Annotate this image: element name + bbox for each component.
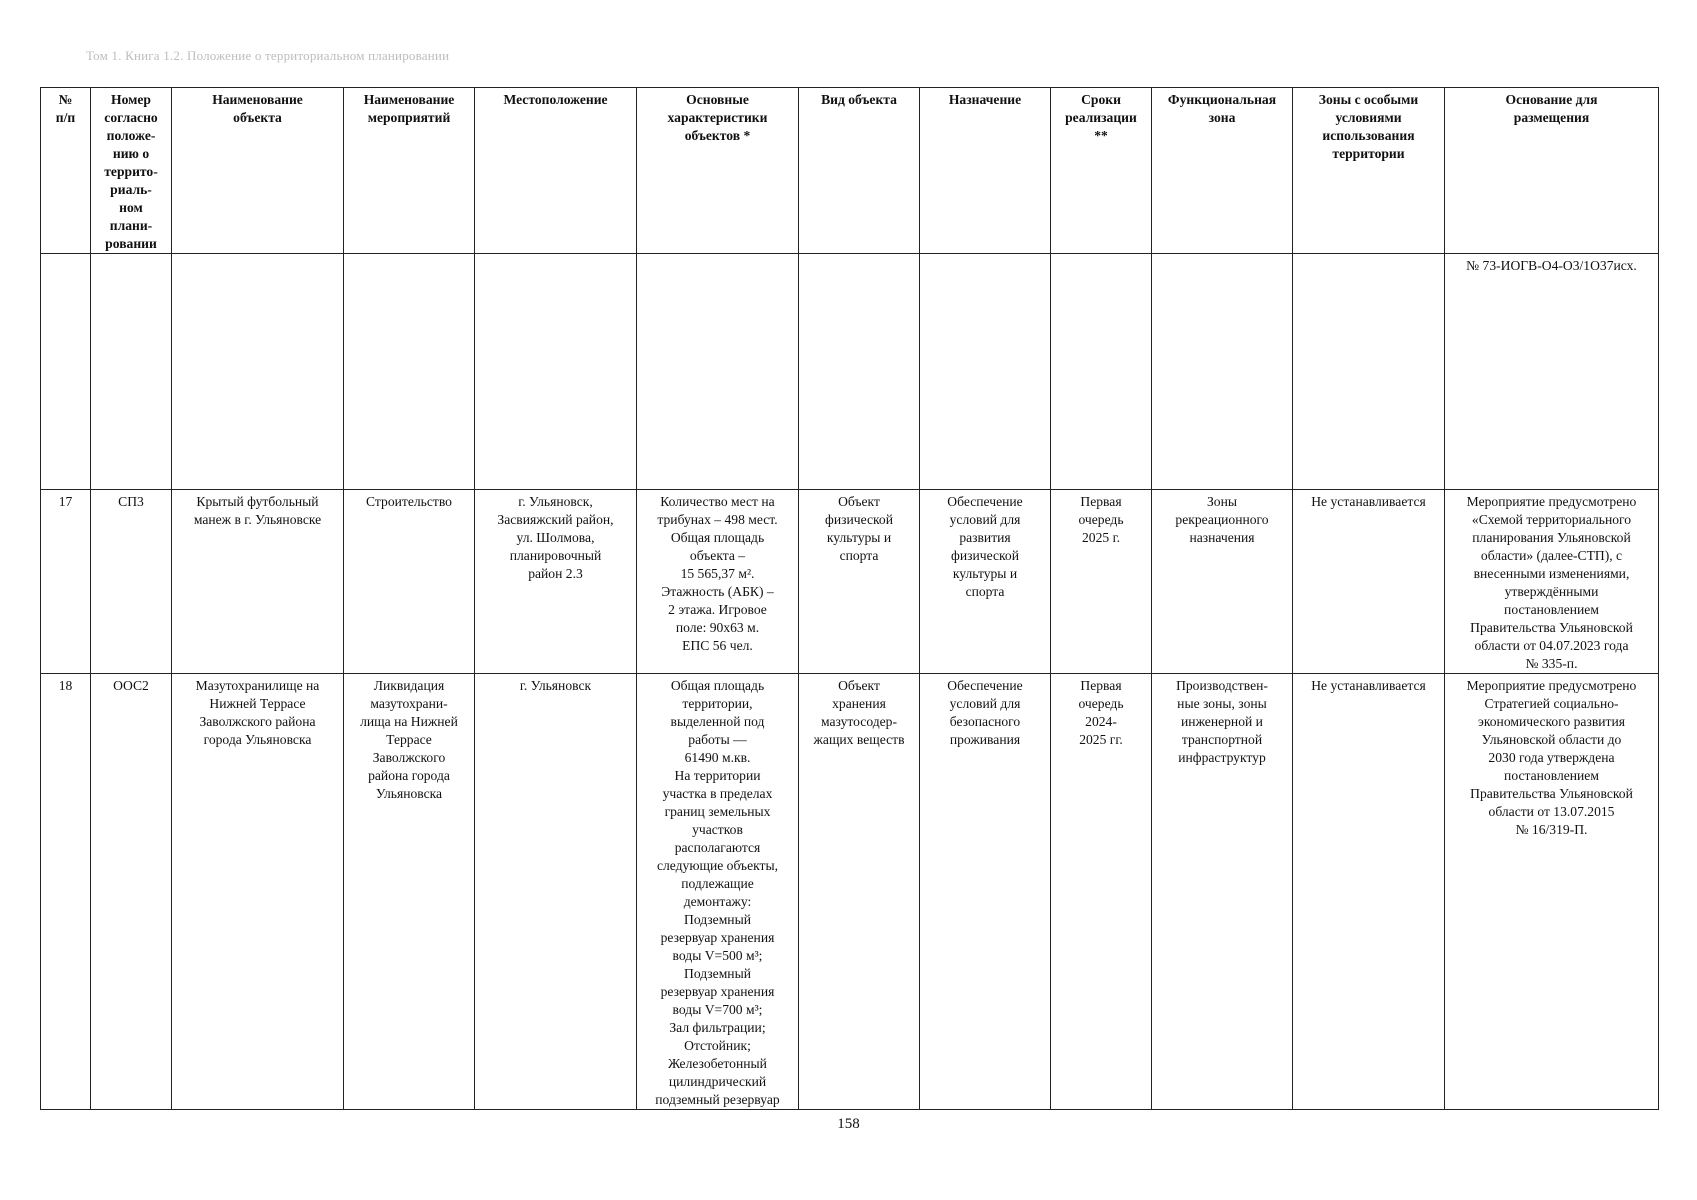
cell-timeline: Первая очередь 2024- 2025 гг. (1051, 674, 1152, 1110)
cell-purpose: Обеспечение условий для развития физической культуры и спорта (920, 490, 1051, 674)
cell-code: СП3 (91, 490, 172, 674)
cell-num: 18 (41, 674, 91, 1110)
column-header-object-type: Вид объекта (799, 88, 920, 254)
cell-functional-zone: Производствен- ные зоны, зоны инженерной и транспортной инфраструктур (1152, 674, 1293, 1110)
cell-empty (172, 254, 344, 490)
cell-functional-zone: Зоны рекреационного назначения (1152, 490, 1293, 674)
cell-characteristics: Количество мест на трибунах – 498 мест. Общая площадь объекта – 15 565,37 м². Этажность (АБК) – 2 этажа. Игровое поле: 90х63 м. ЕПС 56 чел. (637, 490, 799, 674)
cell-empty (1051, 254, 1152, 490)
column-header-functional-zone: Функциональная зона (1152, 88, 1293, 254)
cell-empty (637, 254, 799, 490)
column-header-characteristics: Основные характеристики объектов * (637, 88, 799, 254)
planning-table (40, 87, 1659, 1110)
cell-timeline: Первая очередь 2025 г. (1051, 490, 1152, 674)
column-header-basis: Основание для размещения (1445, 88, 1659, 254)
cell-object-name: Мазутохранилище на Нижней Террасе Заволжского района города Ульяновска (172, 674, 344, 1110)
cell-location: г. Ульяновск (475, 674, 637, 1110)
cell-empty (920, 254, 1051, 490)
cell-object-type: Объект хранения мазутосодер- жащих веществ (799, 674, 920, 1110)
cell-special-zones: Не устанавливается (1293, 490, 1445, 674)
cell-empty (91, 254, 172, 490)
cell-empty (475, 254, 637, 490)
cell-object-name: Крытый футбольный манеж в г. Ульяновске (172, 490, 344, 674)
column-header-num: № п/п (41, 88, 91, 254)
cell-characteristics: Общая площадь территории, выделенной под работы — 61490 м.кв. На территории участка в пределах границ земельных участков располагаются следующие объекты, подлежащие демонтажу: Подземный резервуар хранения воды V=500 м³; Подземный резервуар хранения воды V=700 м³; Зал фильтрации; Отстойник; Железобетонный цилиндрический подземный резервуар (637, 674, 799, 1110)
table-row-continuation (41, 254, 1659, 490)
running-header: Том 1. Книга 1.2. Положение о территориальном планировании (86, 48, 450, 63)
cell-basis: № 73-ИОГВ-О4-О3/1О37исх. (1445, 254, 1659, 490)
cell-empty (1152, 254, 1293, 490)
cell-empty (799, 254, 920, 490)
cell-purpose: Обеспечение условий для безопасного проживания (920, 674, 1051, 1110)
column-header-timeline: Сроки реализации ** (1051, 88, 1152, 254)
table-row (41, 674, 1659, 1110)
table-row (41, 490, 1659, 674)
table-header-row (41, 88, 1659, 254)
column-header-special-zones: Зоны с особыми условиями использования территории (1293, 88, 1445, 254)
column-header-purpose: Назначение (920, 88, 1051, 254)
cell-measures: Ликвидация мазутохрани- лища на Нижней Террасе Заволжского района города Ульяновска (344, 674, 475, 1110)
cell-code: ООС2 (91, 674, 172, 1110)
cell-empty (1293, 254, 1445, 490)
column-header-location: Местоположение (475, 88, 637, 254)
page-number: 158 (837, 1116, 860, 1132)
cell-empty (41, 254, 91, 490)
cell-special-zones: Не устанавливается (1293, 674, 1445, 1110)
column-header-code: Номер согласно положе- нию о террито- риаль- ном плани- ровании (91, 88, 172, 254)
cell-basis: Мероприятие предусмотрено «Схемой территориального планирования Ульяновской области» (далее-СТП), с внесенными изменениями, утверждёнными постановлением Правительства Ульяновской области от 04.07.2023 года № 335-п. (1445, 490, 1659, 674)
cell-object-type: Объект физической культуры и спорта (799, 490, 920, 674)
cell-basis: Мероприятие предусмотрено Стратегией социально- экономического развития Ульяновской области до 2030 года утверждена постановлением Правительства Ульяновской области от 13.07.2015 № 16/319-П. (1445, 674, 1659, 1110)
column-header-object-name: Наименование объекта (172, 88, 344, 254)
cell-measures: Строительство (344, 490, 475, 674)
cell-num: 17 (41, 490, 91, 674)
column-header-measures: Наименование мероприятий (344, 88, 475, 254)
cell-location: г. Ульяновск, Засвияжский район, ул. Шолмова, планировочный район 2.3 (475, 490, 637, 674)
cell-empty (344, 254, 475, 490)
